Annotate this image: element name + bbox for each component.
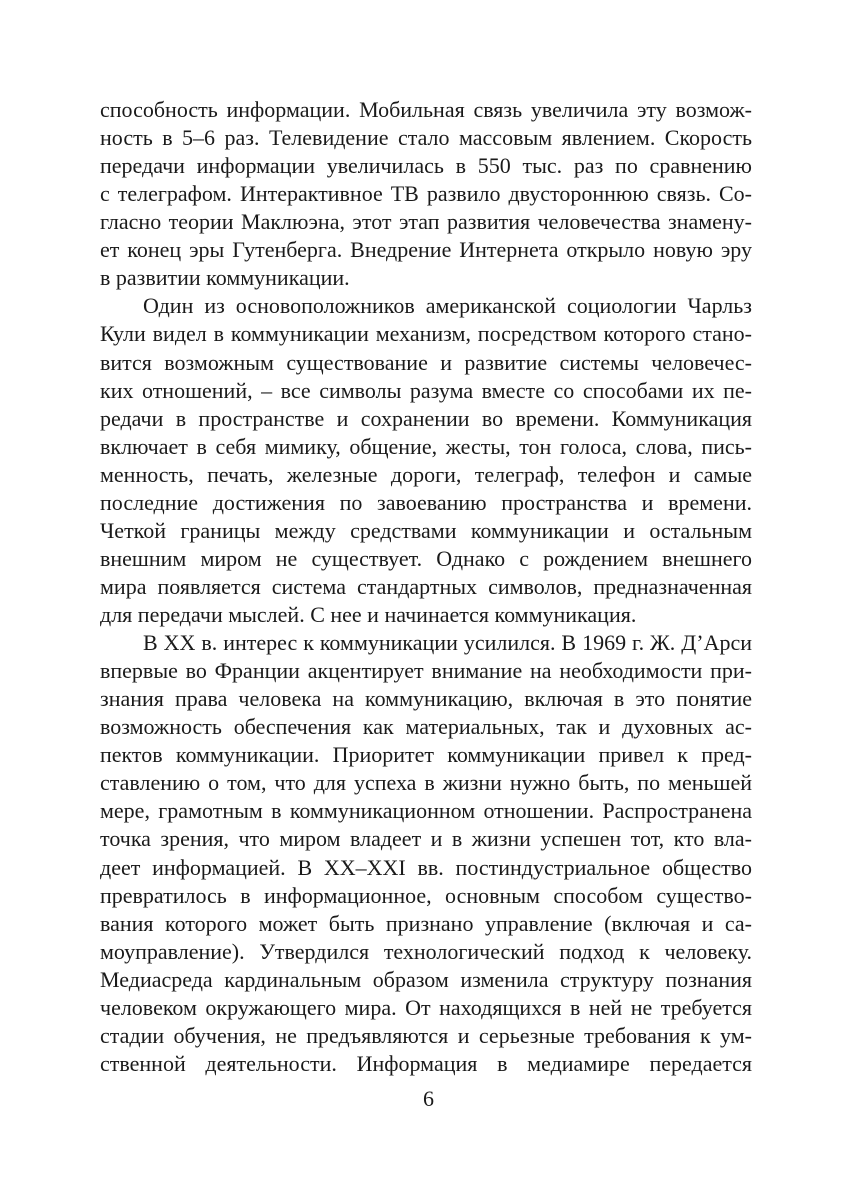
text-line: ственной деятельности. Информация в медиамире передается bbox=[100, 1050, 752, 1076]
page-number: 6 bbox=[423, 1086, 434, 1111]
text-line: последние достижения по завоеванию пространства и времени. bbox=[100, 489, 752, 515]
text-line: впервые во Франции акцентирует внимание на необходимости при- bbox=[100, 658, 752, 684]
text-line: с телеграфом. Интерактивное ТВ развило двустороннюю связь. Со- bbox=[100, 181, 752, 207]
text-line: моуправление). Утвердился технологический подход к человеку. bbox=[100, 938, 752, 964]
text-line: гласно теории Маклюэна, этот этап развития человечества знамену- bbox=[100, 209, 752, 235]
text-line: для передачи мыслей. С нее и начинается коммуникация. bbox=[100, 602, 637, 628]
text-line: возможность обеспечения как материальных, так и духовных ас- bbox=[100, 714, 752, 740]
text-line: В XX в. интерес к коммуникации усилился. В 1969 г. Ж. Д’Арси bbox=[143, 630, 752, 656]
text-line: Четкой границы между средствами коммуникации и остальным bbox=[100, 517, 752, 543]
text-line: внешним миром не существует. Однако с рождением внешнего bbox=[100, 545, 752, 571]
text-line: в развитии коммуникации. bbox=[100, 265, 350, 291]
text-line: передачи информации увеличилась в 550 тыс. раз по сравнению bbox=[100, 153, 752, 179]
text-line: ких отношений, – все символы разума вместе со способами их пе- bbox=[100, 377, 752, 403]
text-line: стадии обучения, не предъявляются и серьезные требования к ум- bbox=[100, 1022, 752, 1048]
text-line: включает в себя мимику, общение, жесты, тон голоса, слова, пись- bbox=[100, 433, 752, 459]
text-line: деет информацией. В XX–XXI вв. постиндустриальное общество bbox=[100, 854, 752, 880]
text-line: менность, печать, железные дороги, телеграф, телефон и самые bbox=[100, 461, 752, 487]
text-line: точка зрения, что миром владеет и в жизни успешен тот, кто вла- bbox=[100, 826, 752, 852]
text-line: способность информации. Мобильная связь увеличила эту возмож- bbox=[100, 97, 752, 122]
text-line: знания права человека на коммуникацию, включая в это понятие bbox=[100, 686, 752, 712]
text-line: пектов коммуникации. Приоритет коммуникации привел к пред- bbox=[100, 742, 752, 768]
text-line: вания которого может быть признано управление (включая и са- bbox=[100, 910, 752, 936]
text-line: Один из основоположников американской социологии Чарльз bbox=[143, 293, 752, 319]
text-line: мере, грамотным в коммуникационном отношении. Распространена bbox=[100, 798, 752, 824]
text-line: Медиасреда кардинальным образом изменила структуру познания bbox=[100, 966, 752, 992]
text-line: ет конец эры Гутенберга. Внедрение Интернета открыло новую эру bbox=[100, 237, 752, 263]
text-line: вится возможным существование и развитие системы человечес- bbox=[100, 349, 752, 375]
text-line: человеком окружающего мира. От находящихся в ней не требуется bbox=[100, 994, 752, 1020]
text-line: редачи в пространстве и сохранении во времени. Коммуникация bbox=[100, 405, 752, 431]
text-line: Кули видел в коммуникации механизм, посредством которого стано- bbox=[100, 321, 752, 347]
text-line: ставлению о том, что для успеха в жизни нужно быть, по меньшей bbox=[100, 770, 752, 796]
text-line: мира появляется система стандартных символов, предназначенная bbox=[100, 573, 752, 599]
text-line: превратилось в информационное, основным способом существо- bbox=[100, 882, 752, 908]
text-line: ность в 5–6 раз. Телевидение стало массовым явлением. Скорость bbox=[100, 125, 752, 151]
